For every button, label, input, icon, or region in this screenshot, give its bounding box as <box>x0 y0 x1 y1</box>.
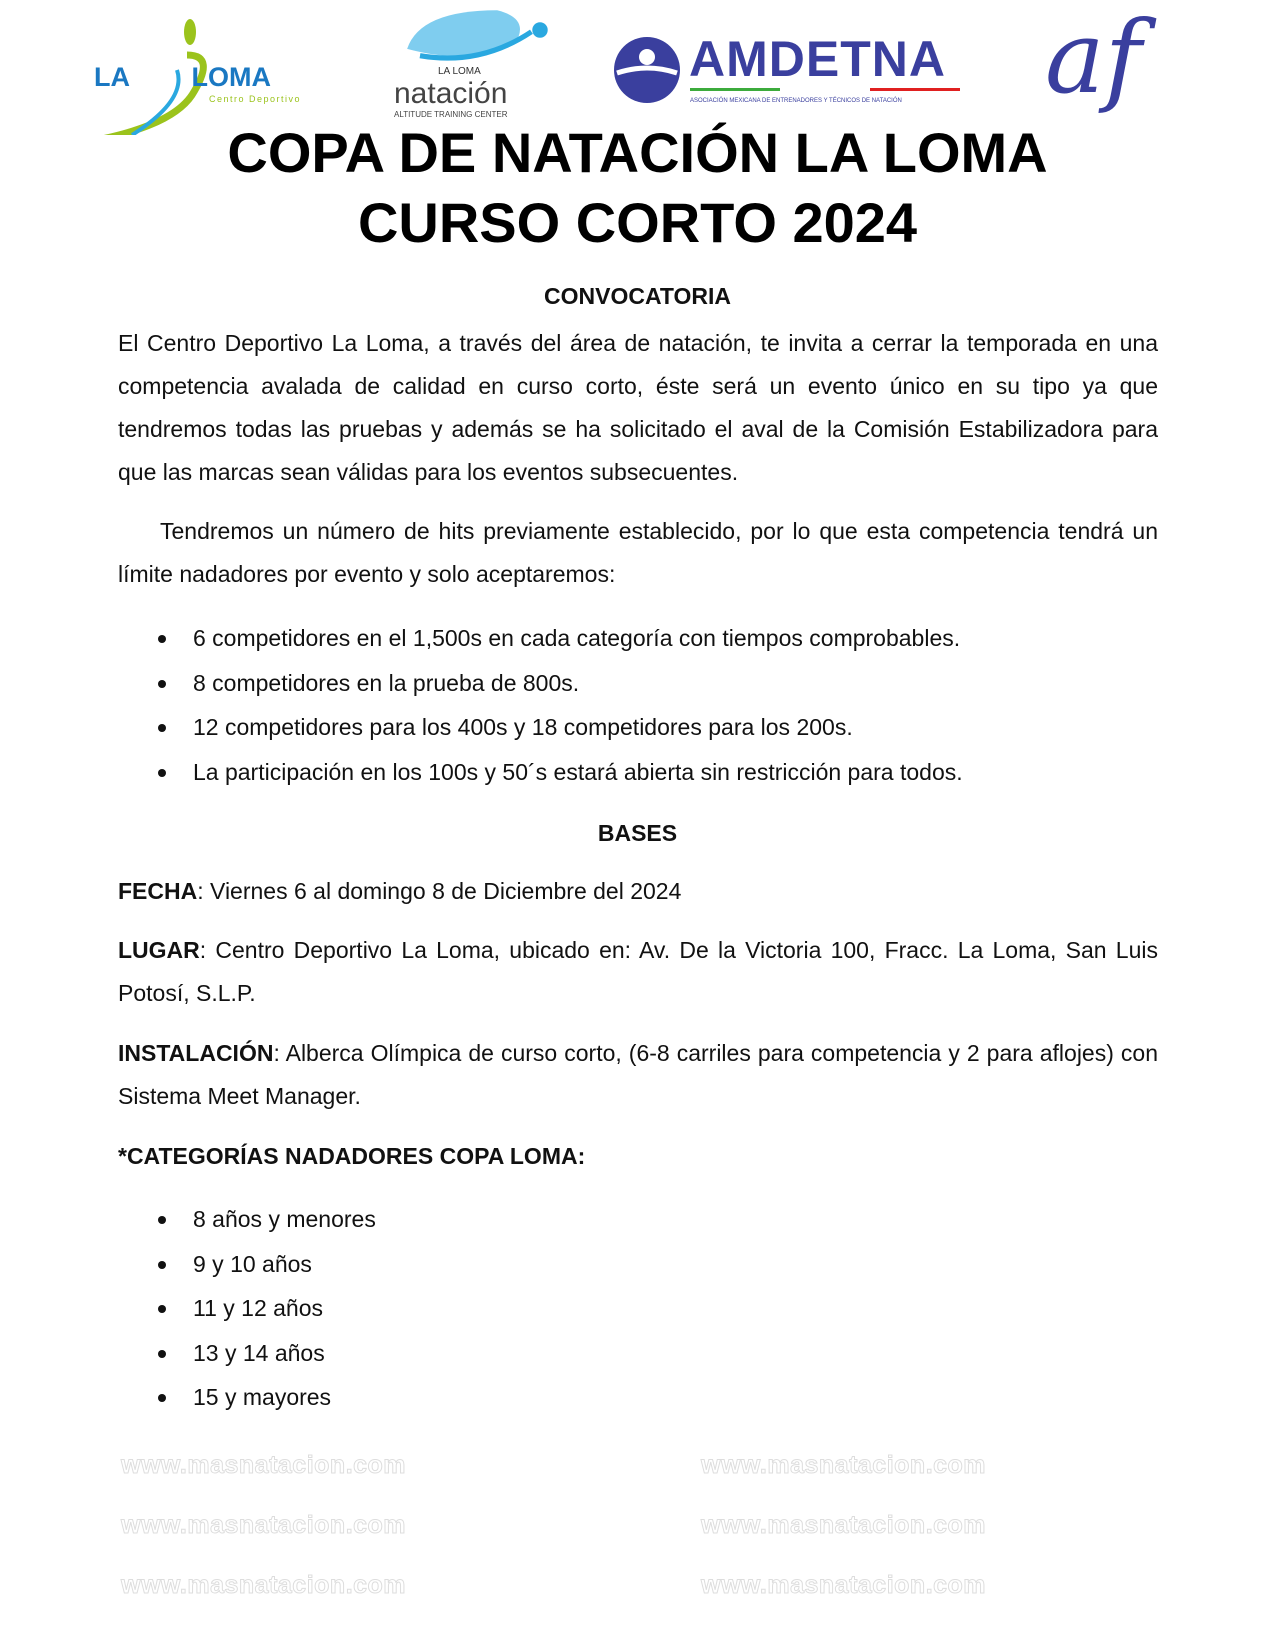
bases-heading: BASES <box>597 820 678 846</box>
instalacion-value: : Alberca Olímpica de curso corto, (6-8 carriles para competencia y 2 para aflojes) con Sistema Meet Manager. <box>118 1040 1158 1109</box>
watermark: www.masnatacion.com <box>701 1511 987 1539</box>
amdetna-logo-text: AMDETNA <box>689 31 946 87</box>
natacion-logo-top: LA LOMA <box>438 66 481 77</box>
natacion-logo <box>390 6 570 120</box>
watermark: www.masnatacion.com <box>701 1571 987 1599</box>
list-item: 8 años y menores <box>155 1204 376 1249</box>
list-item: 12 competidores para los 400s y 18 competidores para los 200s. <box>155 712 963 757</box>
lugar-line <box>118 929 1158 1015</box>
list-item: 6 competidores en el 1,500s en cada categoría con tiempos comprobables. <box>155 623 963 668</box>
natacion-logo-main: natación <box>394 77 508 110</box>
list-item: 13 y 14 años <box>155 1338 376 1383</box>
watermark: www.masnatacion.com <box>121 1511 407 1539</box>
af-logo <box>1045 8 1170 118</box>
categorias-heading: *CATEGORÍAS NADADORES COPA LOMA: <box>118 1143 586 1169</box>
convocatoria-paragraph-2: Tendremos un número de hits previamente establecido, por lo que esta competencia tendrá un límite nadadores por evento y solo aceptaremos: <box>118 518 1158 587</box>
list-item: 8 competidores en la prueba de 800s. <box>155 668 963 713</box>
la-loma-logo <box>92 10 337 135</box>
la-loma-logo-text: LA LOMA <box>94 62 271 92</box>
categorias-list <box>155 1204 376 1427</box>
title-line-1: COPA DE NATACIÓN LA LOMA <box>227 121 1048 184</box>
fecha-line <box>118 870 1158 913</box>
list-item: 11 y 12 años <box>155 1293 376 1338</box>
list-item: 9 y 10 años <box>155 1249 376 1294</box>
list-item: La participación en los 100s y 50´s estará abierta sin restricción para todos. <box>155 757 963 802</box>
natacion-logo-sub: ALTITUDE TRAINING CENTER <box>394 110 508 119</box>
amdetna-logo <box>612 31 972 115</box>
fecha-label: FECHA <box>118 878 198 904</box>
convocatoria-paragraph-1: El Centro Deportivo La Loma, a través del área de natación, te invita a cerrar la temporada en una competencia avalada de calidad en curso corto, éste será un evento único en su tipo ya que tendremos todas las pruebas y además se ha solicitado el aval de la Comisión Estabilizadora para que las marcas sean válidas para los eventos subsecuentes. <box>118 330 1158 485</box>
convocatoria-heading: CONVOCATORIA <box>544 283 731 309</box>
watermark: www.masnatacion.com <box>121 1451 407 1479</box>
lugar-value: : Centro Deportivo La Loma, ubicado en: Av. De la Victoria 100, Fracc. La Loma, San Luis Potosí, S.L.P. <box>118 937 1158 1006</box>
watermark: www.masnatacion.com <box>701 1451 987 1479</box>
list-item: 15 y mayores <box>155 1382 376 1427</box>
event-limits-list <box>155 623 963 801</box>
amdetna-logo-sub: ASOCIACIÓN MEXICANA DE ENTRENADORES Y TÉCNICOS DE NATACIÓN <box>690 98 902 104</box>
instalacion-line <box>118 1032 1158 1118</box>
title-line-2: CURSO CORTO 2024 <box>357 191 918 254</box>
lugar-label: LUGAR <box>118 937 200 963</box>
instalacion-label: INSTALACIÓN <box>118 1040 274 1066</box>
watermark: www.masnatacion.com <box>121 1571 407 1599</box>
fecha-value: : Viernes 6 al domingo 8 de Diciembre del 2024 <box>197 878 682 904</box>
la-loma-logo-sub: Centro Deportivo <box>209 94 302 104</box>
af-logo-text: af <box>1045 8 1142 116</box>
